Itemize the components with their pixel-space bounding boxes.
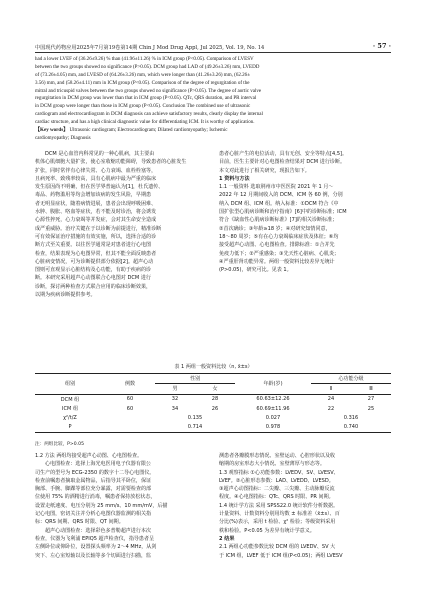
col-header-sex: 性别 [155,374,235,384]
general-data-table [35,373,391,433]
text-line: 记心电图，密切关注并分析心电图仪器监测的相关指 [35,511,152,518]
text-line: 心源性猝死，心力衰竭等并发症，会对其生命安全造成 [35,217,157,224]
text-line: 断方式至关重要。以往医学通常是对患者进行心电图 [35,242,152,249]
text-line: 位使用 75% 的酒精进行消毒，嘱患者保持放松状态， [35,494,156,501]
col-header-n: 例数 [105,374,155,395]
cell-n [105,413,155,422]
abstract-line: of (73.26±4.05) mm, and LVESD of (64.26±3.26) mm, which were longer than (41.26±3.26) mm, (62.26± [35,71,250,78]
table-header-row [35,374,391,384]
text-line: 1.4 统计学方法 采用 SPSS22.0 统计软件分析数据。 [219,502,339,509]
text-line: 者无明显症状，随着病情进展，患者会出现呼吸困难、 [35,200,157,207]
col-header-class-3: Ⅲ [351,384,391,394]
table-row [35,394,391,404]
col-header-heart-class: 心功能分级 [311,374,391,384]
section-heading: 2 结果 [219,535,235,542]
text-line: 2.1 两组心功能参数比较 DCM 组的 LVEDV、SV 大 [219,544,336,551]
text-line: 心脏病变情况，可为诊断提供部分依据[2]。超声心动 [35,258,154,265]
cell-sex-p: 0.714 [187,424,203,431]
text-line: 扩张，同时常伴有心律失常、心力衰竭、血栓栓塞等， [35,167,157,174]
col-header-age: 年龄(岁) [235,374,311,395]
cell-age: 60.69±11.96 [256,405,290,412]
text-line: 检查前嘱患者摘取金属物品，后指导其平卧位，保证 [35,477,152,484]
cell-male: 32 [171,396,179,403]
text-line: 本文对此进行了相关研究，现报告如下。 [219,167,310,174]
body-right-column-bottom [219,452,391,560]
cell-class-3: 25 [367,405,375,412]
text-line: 符合《缺血性心肌病诊断标准》[7]的相关诊断标准； [219,217,338,224]
cell-age: 60.63±12.26 [256,396,290,403]
table-row [35,404,391,413]
cell-sex-stat: 0.135 [187,414,203,421]
text-line: 标：QRS 间期、QRS 时限、QT 间期。 [35,519,124,526]
cell-class-stat: 0.316 [343,414,359,421]
abstract-line: cardiogram and electrocardiogram in DCM diagnosis can achieve satisfactory results, clearly display the internal [35,111,263,118]
text-line: 且病死率、致残率较高，具有心肌病中最为严重的临床 [35,175,157,182]
cell-group: DCM 组 [60,396,80,403]
text-line: 水肿、腹胀、咯血等症状，若不能及时诊治，将会诱发 [35,209,157,216]
table-row [35,413,391,422]
keywords-line: cardiomyopathy; Diagnosis [35,134,91,141]
text-line: 纳入 DCM 组、ICM 组。纳入标准：①DCM 符合《中 [219,200,339,207]
text-line: 分比(%)表示，采用 t 检验、χ² 检验；等级资料采用 [219,519,336,526]
text-line: 国扩张型心肌病诊断和治疗指南》[6]中的诊断标准；ICM [219,209,347,216]
text-line: 目前，医生主要针对心电图检查结果对 DCM 进行诊断。 [219,159,346,166]
col-header-group: 组别 [35,374,105,395]
keywords-label: 【Key words】 [35,127,69,134]
text-line: ②首次确诊；③年龄≥18 岁；④对研究知情同意， [219,225,331,232]
cell-female: 26 [211,405,219,412]
text-line: 接受超声心动图、心电图检查。排除标准：①合并先 [219,242,335,249]
text-line: 以期为疾病诊断提供参考。 [35,292,96,299]
text-line: 图则可直观显示心脏结构及心功能，有助于疾病的诊 [35,267,152,274]
cell-class-3: 27 [367,396,375,403]
cell-class-p: 0.740 [343,424,359,431]
col-header-male: 男 [155,384,195,394]
abstract-line: 3.56) mm, and (58.26±4.11) mm in ICM group (P<0.05). Comparison of the degree of regurgitation of the [35,79,250,86]
text-line: 成严重威胁。治疗关键在于以诊断为前提进行，精准诊断 [35,225,162,232]
text-line: 发生原因尚不明确，但在医学界普遍认为[1]，杜氏遗传、 [35,184,164,191]
cell-group: ICM 组 [61,406,79,413]
cell-n: 60 [126,405,134,412]
text-line: 计量资料、计数资料分别用均数 ± 标准差（x̄±s）、百 [219,511,340,518]
text-line: 检查，结果表现为心电图异常，但其不能全面反映患者 [35,250,157,257]
text-line: 18～80 周岁；⑤有在心力衰竭临床症状及体征；⑥均 [219,233,339,240]
cell-age-p: 0.978 [265,424,281,431]
cell-age-stat: 0.027 [265,414,281,421]
text-line: 于 ICM 组，LVEF 低于 ICM 组(P<0.05)；两组 LVESV [219,552,343,559]
abstract-english [35,56,391,143]
cell-male: 34 [171,405,179,412]
body-left-column-top [35,150,207,299]
text-line: 可有效保证治疗措施的有效实施，所以，选择合适的诊 [35,233,157,240]
text-line: ④严重肝肾功能异常。两组一般资料比较差异无统计 [219,258,335,265]
text-line: 缩期的房室形态大小情况、室壁薄厚与形态等。 [219,461,325,468]
text-line: 秩和检验。P<0.05 为差异有统计学意义。 [219,527,315,534]
text-line: 司生产的型号为 ECG-2350 的数字十二导心电图仪。 [35,469,155,476]
abstract-line: between the two groups showed no significance (P>0.05). DCM group had LAD of (49.26±3.26) mm, LVEDD [35,63,260,70]
text-line: 检查，仪器为飞利浦 EPIQ5 超声检查仪，指导患者呈 [35,535,155,542]
body-left-column-bottom [35,452,207,560]
abstract-line: in DCM group were longer than those in ICM group (P<0.05). Conclusion The combined use of ultrasonic [35,103,251,110]
header-rule [35,52,391,53]
keywords-text: Ultrasonic cardiogram; Electrocardiogram; Dilated cardiomyopathy; Ischemic [68,127,228,134]
text-line: LVEF。②心脏形态参数：LAD、LVEDD、LVESD。 [219,477,334,484]
section-heading: 1 资料与方法 [219,175,250,182]
text-line: 左侧卧位或仰卧位，设置探头频率为 2～4 MHz，从剑 [35,544,157,551]
text-line: 免疫力低下；②严重感染；③先天性心脏病、心肌炎； [219,250,340,257]
cell-female: 28 [211,396,219,403]
cell-n [105,422,155,432]
keywords-line [35,127,391,135]
table-note: 注：两组比较，P>0.05 [35,442,85,447]
text-line: 机体心肌细胞大量扩张，使心室收缩功能障碍，导致患者的心脏发生 [35,159,187,166]
text-line: 超声心动图检查：选择彩色多普勒超声进行本次 [45,527,151,534]
abstract-line: regurgitation in DCM group was lower than that in ICM group (P<0.05). QTc, QRS duration, and PR interval [35,95,257,102]
cell-group: χ²/t/Z [63,414,77,421]
text-line: 2022 年 12 月期间收入的 DCM、ICM 各 60 例，分别 [219,192,343,199]
cell-group: P [68,424,72,431]
text-line: 程度。④心电图指标：QTc、QRS 时限、PR 间期。 [219,494,334,501]
text-line: 测患者各瓣膜形态情况、室壁运动、心腔形状以及收 [219,453,336,459]
table-row [35,422,391,432]
text-line: ③超声心动图指标：二尖瓣、三尖瓣、主动脉瓣反流 [219,486,335,493]
text-line: 1.3 观察指标 ①心功能参数：LVEDV、SV、LVESV、 [219,469,339,476]
text-line: 设置走纸速度、电压分别为 25 mm/s、10 mm/mV，后描 [35,502,168,509]
col-header-class-2: Ⅱ [311,384,351,394]
table-title: 表 1 两组一般资料比较（n, x̄±s） [174,364,253,370]
cell-class-2: 24 [327,396,335,403]
text-line: 胸部、手腕、脚踝等部位充分暴露，对需要检查的部 [35,486,152,493]
text-line: DCM 是心血管内科常见的一种心肌病，其主要由 [45,151,155,157]
abstract-line: cardiac structure, and has a high clinical diagnostic value for differentiating ICM. It is worthy of application. [35,119,255,126]
text-line: 1.2 方法 两组均接受超声心动图、心电图检查。 [35,453,143,459]
text-line: 毒品、药物滥用等均会增加该病的发生风险，早期患 [35,192,152,199]
running-header: 中国现代药物应用2025年7月第19卷第14期 Chin J Mod Drug Appl, Jul 2025, Vol. 19, No. 14 [35,45,265,51]
text-line: 突下、左心室短轴以及长轴等多个切面进行扫描，监 [35,552,152,559]
text-line: 1.1 一般资料 选取荆州市中医医院 2021 年 1 月～ [219,184,334,191]
text-line: 诊断，探讨两种检查方式联合应用的临床诊断效果， [35,283,152,290]
text-line: 断。本研究采用超声心动图联合心电图对 DCM 进行 [35,275,151,282]
body-right-column-top [219,150,391,274]
cell-n: 60 [126,396,134,403]
text-line: 患者心脏产生的电位活动，具有无创、安全等特点[4,5]。 [219,151,348,157]
abstract-line: had a lower LVEF of (36.26±9.26) % than (41.96±11.26) % in ICM group (P<0.05). Comparison of LVESV [35,56,254,62]
text-line: (P>0.05)，研究可比。见表 1。 [219,267,292,274]
cell-class-2: 22 [327,405,335,412]
text-line: 心电图检查：选择上海光电医用电子仪器有限公 [45,461,151,468]
abstract-line: mitral and tricuspid valves between the two groups showed no significance (P>0.05). The degree of aortic valve [35,87,262,94]
col-header-female: 女 [195,384,235,394]
page-number: · 57 · [372,42,391,50]
